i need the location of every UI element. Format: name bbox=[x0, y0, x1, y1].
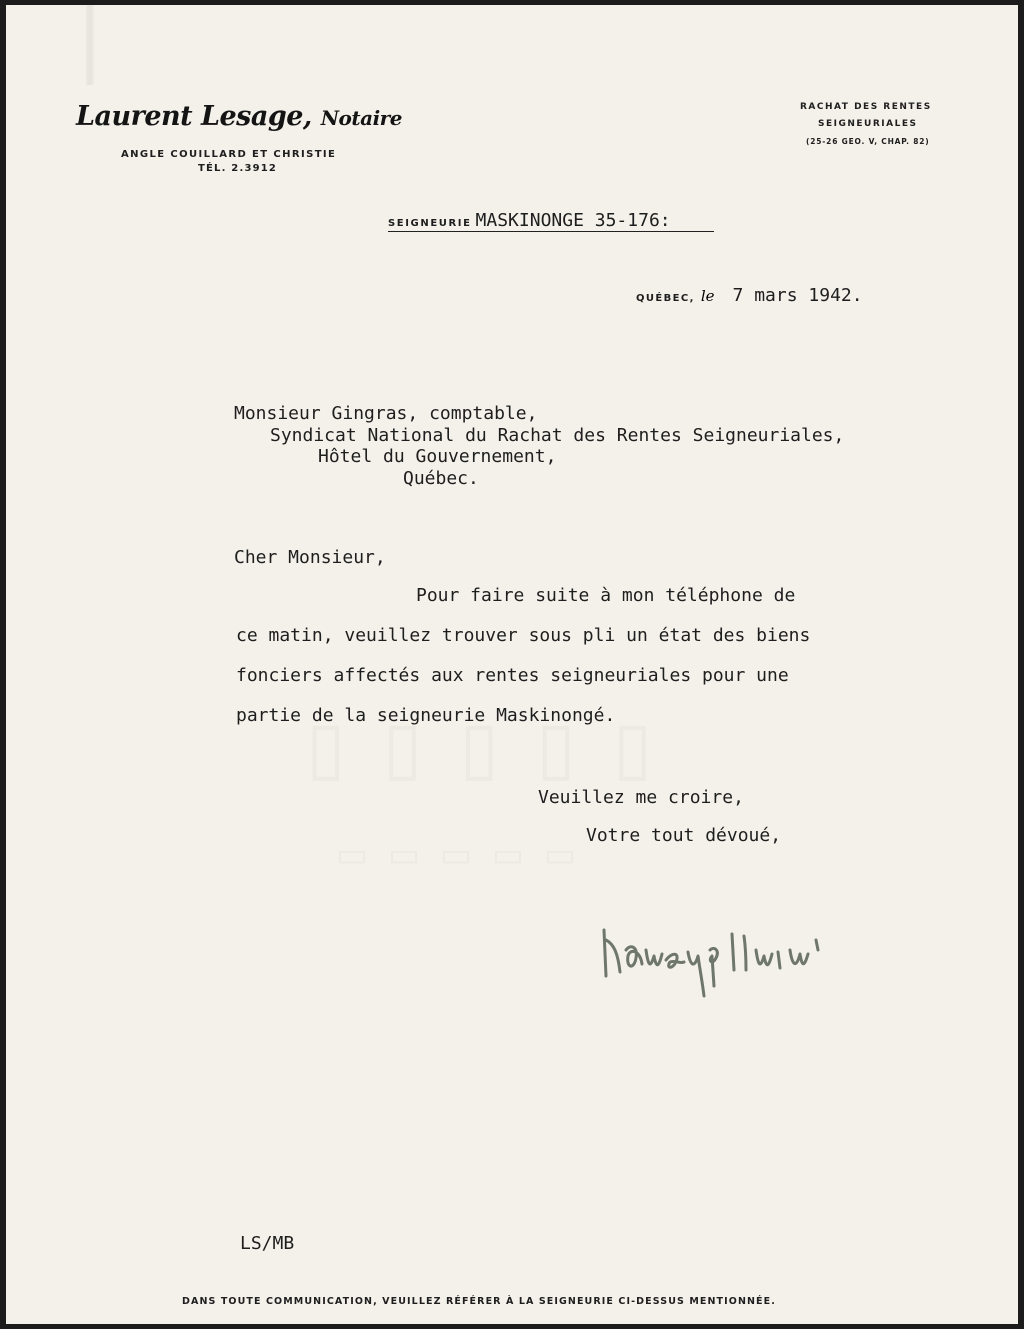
body-line3: fonciers affectés aux rentes seigneuriales pour une bbox=[236, 665, 789, 686]
body-line2: ce matin, veuillez trouver sous pli un état des biens bbox=[236, 625, 811, 646]
body-line1: Pour faire suite à mon téléphone de bbox=[416, 585, 796, 606]
letterhead-title: Notaire bbox=[320, 106, 402, 130]
typist-initials: LS/MB bbox=[240, 1233, 295, 1254]
recipient-line3: Hôtel du Gouvernement, bbox=[318, 446, 557, 467]
date-value: 7 mars 1942. bbox=[732, 285, 863, 306]
letterhead-name-text: Laurent Lesage, bbox=[76, 101, 312, 132]
letterhead-name bbox=[76, 101, 402, 132]
reference-underline bbox=[388, 231, 714, 232]
date-le: le bbox=[700, 287, 715, 305]
recipient-line2: Syndicat National du Rachat des Rentes Seigneuriales, bbox=[270, 425, 845, 446]
bleed-through-mark-2 bbox=[336, 835, 580, 875]
dateline bbox=[636, 285, 863, 306]
letter-page bbox=[6, 5, 1018, 1324]
recipient-line1: Monsieur Gingras, comptable, bbox=[234, 403, 538, 424]
letterhead-footer: DANS TOUTE COMMUNICATION, VEUILLEZ RÉFÉRER À LA SEIGNEURIE CI-DESSUS MENTIONNÉE. bbox=[182, 1296, 776, 1307]
recipient-line4: Québec. bbox=[403, 468, 479, 489]
body-line4: partie de la seigneurie Maskinongé. bbox=[236, 705, 616, 726]
letterhead-right-line2: SEIGNEURIALES bbox=[818, 119, 918, 129]
closing-line1: Veuillez me croire, bbox=[538, 787, 744, 808]
letterhead-right-line3: (25-26 GEO. V, CHAP. 82) bbox=[806, 137, 930, 146]
paper-crease bbox=[86, 5, 94, 85]
handwritten-signature bbox=[596, 910, 856, 1000]
closing-line2: Votre tout dévoué, bbox=[586, 825, 782, 846]
reference-value: MASKINONGE 35-176: bbox=[475, 210, 671, 231]
letterhead-telephone: TÉL. 2.3912 bbox=[198, 163, 278, 174]
letterhead-address: ANGLE COUILLARD ET CHRISTIE bbox=[121, 149, 337, 160]
letterhead-right-line1: RACHAT DES RENTES bbox=[800, 102, 932, 112]
date-city: QUÉBEC, bbox=[636, 293, 695, 304]
reference-label: SEIGNEURIE bbox=[388, 218, 472, 229]
reference-line bbox=[388, 210, 671, 231]
salutation: Cher Monsieur, bbox=[234, 547, 386, 568]
